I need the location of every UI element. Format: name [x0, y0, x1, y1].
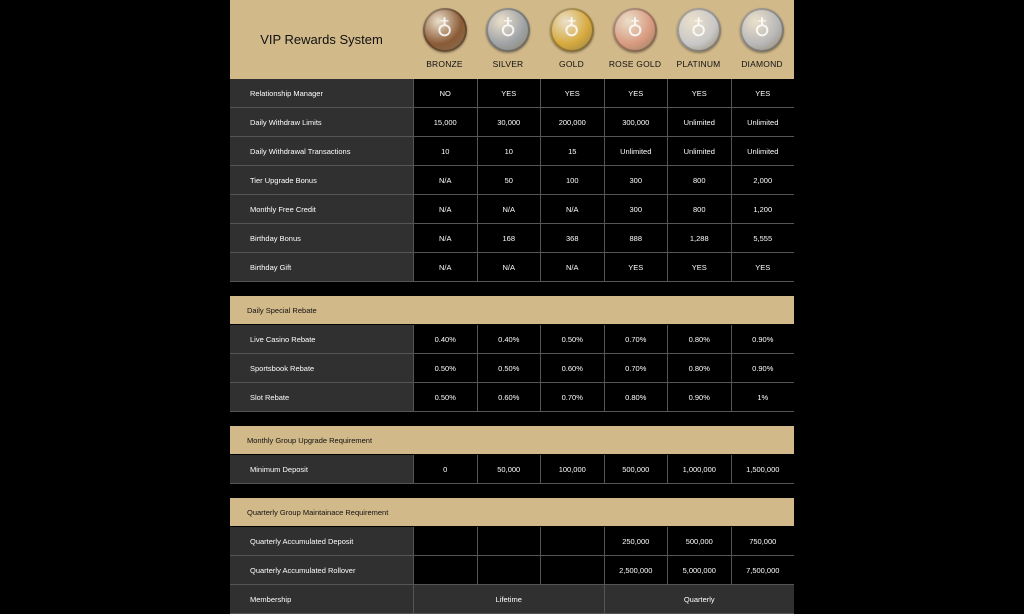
tier-name: GOLD: [559, 59, 584, 69]
table-cell: 0.70%: [540, 383, 604, 411]
table-cell: 0.80%: [667, 354, 731, 382]
table-cell: 0.50%: [413, 383, 477, 411]
table-row: [230, 455, 794, 484]
table-cell: 500,000: [667, 527, 731, 555]
table-cell: YES: [477, 79, 541, 107]
table-cell: 50: [477, 166, 541, 194]
table-cell: Unlimited: [604, 137, 668, 165]
membership-lifetime: Lifetime: [413, 585, 604, 613]
medal-icon: [550, 8, 594, 52]
table-cell: 200,000: [540, 108, 604, 136]
medal-emblem-icon: ♁: [690, 17, 707, 42]
table-cell: 7,500,000: [731, 556, 795, 584]
table-cell: 15,000: [413, 108, 477, 136]
table-cell: [540, 556, 604, 584]
membership-quarterly: Quarterly: [604, 585, 795, 613]
table-row: [230, 137, 794, 166]
table-cell: YES: [731, 79, 795, 107]
row-label: Membership: [230, 585, 413, 613]
tier-silver: [477, 0, 540, 79]
table-row: [230, 383, 794, 412]
table-cell: 2,000: [731, 166, 795, 194]
medal-icon: [740, 8, 784, 52]
table-cell: Unlimited: [667, 137, 731, 165]
table-row: [230, 556, 794, 585]
table-cell: 800: [667, 195, 731, 223]
table-cell: 0.90%: [667, 383, 731, 411]
table-cell: 0.50%: [413, 354, 477, 382]
table-cell: 0.60%: [540, 354, 604, 382]
table-cell: 0.50%: [540, 325, 604, 353]
maintain-table: [230, 527, 794, 614]
table-cell: 0: [413, 455, 477, 483]
medal-emblem-icon: ♁: [626, 17, 644, 42]
tier-rose-gold: [604, 0, 667, 79]
table-cell: YES: [667, 79, 731, 107]
table-cell: 0.90%: [731, 354, 795, 382]
table-cell: [477, 527, 541, 555]
table-row: [230, 253, 794, 282]
benefits-table: [230, 79, 794, 282]
table-cell: 0.70%: [604, 354, 668, 382]
table-cell: YES: [540, 79, 604, 107]
table-cell: 300: [604, 166, 668, 194]
medal-icon: [677, 8, 721, 52]
row-label: Minimum Deposit: [230, 455, 413, 483]
maintain-section-heading: Quarterly Group Maintainace Requirement: [230, 498, 794, 526]
table-cell: [477, 556, 541, 584]
tier-name: DIAMOND: [741, 59, 783, 69]
table-cell: 750,000: [731, 527, 795, 555]
table-row: [230, 108, 794, 137]
row-label: Slot Rebate: [230, 383, 413, 411]
table-cell: 0.60%: [477, 383, 541, 411]
membership-row: [230, 585, 794, 614]
upgrade-section-heading: Monthly Group Upgrade Requirement: [230, 426, 794, 454]
tier-name: BRONZE: [426, 59, 463, 69]
table-cell: 300: [604, 195, 668, 223]
table-cell: [413, 527, 477, 555]
row-label: Live Casino Rebate: [230, 325, 413, 353]
row-label: Tier Upgrade Bonus: [230, 166, 413, 194]
table-cell: 250,000: [604, 527, 668, 555]
table-cell: 0.80%: [604, 383, 668, 411]
medal-emblem-icon: ♁: [499, 17, 517, 42]
table-cell: 888: [604, 224, 668, 252]
table-cell: 168: [477, 224, 541, 252]
table-cell: N/A: [540, 195, 604, 223]
table-cell: N/A: [477, 253, 541, 281]
rebate-section-heading: Daily Special Rebate: [230, 296, 794, 324]
table-cell: 1,500,000: [731, 455, 795, 483]
table-cell: 800: [667, 166, 731, 194]
table-cell: [540, 527, 604, 555]
table-cell: 0.40%: [413, 325, 477, 353]
table-row: [230, 325, 794, 354]
table-row: [230, 354, 794, 383]
row-label: Quarterly Accumulated Rollover: [230, 556, 413, 584]
table-cell: YES: [667, 253, 731, 281]
table-cell: 10: [413, 137, 477, 165]
table-row: [230, 224, 794, 253]
table-cell: YES: [604, 253, 668, 281]
table-cell: 0.50%: [477, 354, 541, 382]
table-cell: 368: [540, 224, 604, 252]
upgrade-table: [230, 455, 794, 484]
tier-bronze: [413, 0, 476, 79]
table-cell: 0.80%: [667, 325, 731, 353]
table-row: [230, 527, 794, 556]
table-cell: Unlimited: [731, 108, 795, 136]
vip-rewards-panel: [230, 0, 794, 614]
tier-platinum: [667, 0, 730, 79]
table-cell: N/A: [413, 224, 477, 252]
table-cell: Unlimited: [667, 108, 731, 136]
table-cell: Unlimited: [731, 137, 795, 165]
medal-icon: [486, 8, 530, 52]
table-cell: 1,200: [731, 195, 795, 223]
table-cell: N/A: [413, 253, 477, 281]
table-cell: 5,555: [731, 224, 795, 252]
table-cell: N/A: [477, 195, 541, 223]
row-label: Birthday Gift: [230, 253, 413, 281]
page-title: VIP Rewards System: [260, 32, 383, 47]
vip-header: [230, 0, 794, 79]
table-row: [230, 79, 794, 108]
medal-icon: [613, 8, 657, 52]
table-cell: 1%: [731, 383, 795, 411]
table-cell: 0.40%: [477, 325, 541, 353]
row-label: Daily Withdraw Limits: [230, 108, 413, 136]
tier-name: SILVER: [492, 59, 524, 69]
table-cell: 1,288: [667, 224, 731, 252]
row-label: Daily Withdrawal Transactions: [230, 137, 413, 165]
row-label: Relationship Manager: [230, 79, 413, 107]
table-cell: 100: [540, 166, 604, 194]
table-row: [230, 195, 794, 224]
table-cell: YES: [604, 79, 668, 107]
table-cell: N/A: [413, 166, 477, 194]
table-cell: [413, 556, 477, 584]
rebate-table: [230, 325, 794, 412]
table-cell: YES: [731, 253, 795, 281]
table-cell: 500,000: [604, 455, 668, 483]
table-cell: 5,000,000: [667, 556, 731, 584]
tier-name: PLATINUM: [676, 59, 721, 69]
table-cell: 0.70%: [604, 325, 668, 353]
table-cell: 300,000: [604, 108, 668, 136]
table-cell: 30,000: [477, 108, 541, 136]
medal-emblem-icon: ♁: [436, 17, 453, 42]
row-label: Sportsbook Rebate: [230, 354, 413, 382]
table-cell: 15: [540, 137, 604, 165]
medal-icon: [423, 8, 467, 52]
medal-emblem-icon: ♁: [753, 17, 771, 42]
tier-gold: [540, 0, 603, 79]
tier-diamond: [731, 0, 794, 79]
row-label: Quarterly Accumulated Deposit: [230, 527, 413, 555]
table-cell: 0.90%: [731, 325, 795, 353]
row-label: Birthday Bonus: [230, 224, 413, 252]
table-cell: 10: [477, 137, 541, 165]
table-cell: N/A: [540, 253, 604, 281]
table-cell: 1,000,000: [667, 455, 731, 483]
tier-name: ROSE GOLD: [608, 59, 662, 69]
table-cell: NO: [413, 79, 477, 107]
table-row: [230, 166, 794, 195]
row-label: Monthly Free Credit: [230, 195, 413, 223]
table-cell: 100,000: [540, 455, 604, 483]
table-cell: N/A: [413, 195, 477, 223]
medal-emblem-icon: ♁: [563, 17, 580, 42]
table-cell: 50,000: [477, 455, 541, 483]
table-cell: 2,500,000: [604, 556, 668, 584]
